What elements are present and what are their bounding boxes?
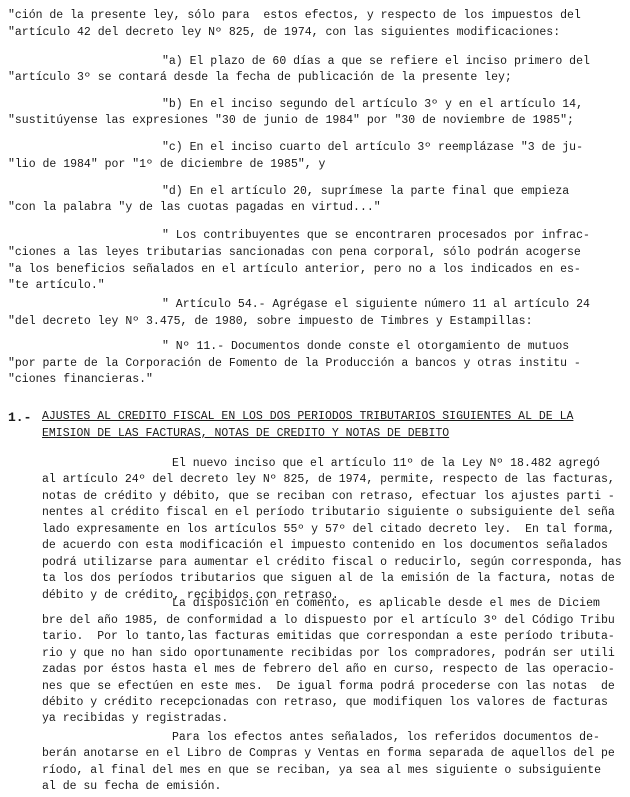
text-line: ríodo, al final del mes en que se reciban, ya sea al mes siguiente o subsiguiente [42,764,601,777]
text-line: "artículo 42 del decreto ley Nº 825, de 1974, con las siguientes modificaciones: [8,26,561,39]
text-line: "a) El plazo de 60 días a que se refiere el inciso primero del [162,55,590,68]
text-line: "b) En el inciso segundo del artículo 3º y en el artículo 14, [162,98,583,111]
text-line: al artículo 24º del decreto ley Nº 825, de 1974, permite, respecto de las facturas, [42,473,615,486]
text-line: nes que se efectúen en este mes. De igual forma podrá procederse con las notas de [42,680,615,693]
text-line: " Artículo 54.- Agrégase el siguiente número 11 al artículo 24 [162,298,590,311]
text-line: nentes al crédito fiscal en el período tributario siguiente o subsiguiente del seña [42,506,615,519]
section-number: 1.- [8,410,32,425]
text-line: notas de crédito y débito, que se reciban con retraso, efectuar los ajustes parti - [42,490,615,503]
text-line: podrá utilizarse para aumentar el crédito fiscal o reducirlo, según corresponda, has [42,556,622,569]
text-line: Para los efectos antes señalados, los referidos documentos de- [172,731,600,744]
text-line: tario. Por lo tanto,las facturas emitidas que correspondan a este período tributa- [42,630,615,643]
heading-line: AJUSTES AL CREDITO FISCAL EN LOS DOS PERIODOS TRIBUTARIOS SIGUIENTES AL DE LA [42,410,574,423]
text-line: El nuevo inciso que el artículo 11º de la Ley Nº 18.482 agregó [172,457,600,470]
text-line: "artículo 3º se contará desde la fecha de publicación de la presente ley; [8,71,512,84]
text-line: de acuerdo con esta modificación el impuesto contenido en los documentos señalados [42,539,608,552]
text-line: "te artículo." [8,279,105,292]
text-line: débito y de crédito, recibidos con retraso. [42,589,339,602]
text-line: " Nº 11.- Documentos donde conste el otorgamiento de mutuos [162,340,570,353]
text-line: "sustitúyense las expresiones "30 de junio de 1984" por "30 de noviembre de 1985"; [8,114,574,127]
text-line: zadas por éstos hasta el mes de febrero del año en curso, respecto de las operacio- [42,663,615,676]
text-line: "con la palabra "y de las cuotas pagadas en virtud..." [8,201,381,214]
text-line: " Los contribuyentes que se encontraren procesados por infrac- [162,229,590,242]
text-line: "del decreto ley Nº 3.475, de 1980, sobre impuesto de Timbres y Estampillas: [8,315,533,328]
text-line: "por parte de la Corporación de Fomento de la Producción a bancos y otras institu - [8,357,581,370]
text-line: "d) En el artículo 20, suprímese la parte final que empieza [162,185,570,198]
text-line: lado expresamente en los artículos 55º y 57º del citado decreto ley. En tal forma, [42,523,615,536]
text-line: "ciones a las leyes tributarias sancionadas con pena corporal, sólo podrán acogerse [8,246,581,259]
text-line: La disposición en comento, es aplicable desde el mes de Diciem [172,597,600,610]
heading-line: EMISION DE LAS FACTURAS, NOTAS DE CREDITO Y NOTAS DE DEBITO [42,427,450,440]
text-line: berán anotarse en el Libro de Compras y Ventas en forma separada de aquellos del pe [42,747,615,760]
text-line: "c) En el inciso cuarto del artículo 3º reemplázase "3 de ju- [162,141,583,154]
text-line: ya recibidas y registradas. [42,712,229,725]
text-line: "ciones financieras." [8,373,153,386]
text-line: bre del año 1985, de conformidad a lo dispuesto por el artículo 3º del Código Tribu [42,614,615,627]
text-line: "lio de 1984" por "1º de diciembre de 1985", y [8,158,326,171]
text-line: rio y que no han sido oportunamente recibidas por los compradores, podrán ser utili [42,647,615,660]
text-line: "ción de la presente ley, sólo para estos efectos, y respecto de los impuestos del [8,9,581,22]
text-line: al de su fecha de emisión. [42,780,222,793]
text-line: ta los dos períodos tributarios que siguen al de la emisión de la factura, notas de [42,572,615,585]
text-line: débito y crédito recepcionadas con retraso, que modifiquen los valores de facturas [42,696,608,709]
text-line: "a los beneficios señalados en el artículo anterior, pero no a los indicados en es- [8,263,581,276]
